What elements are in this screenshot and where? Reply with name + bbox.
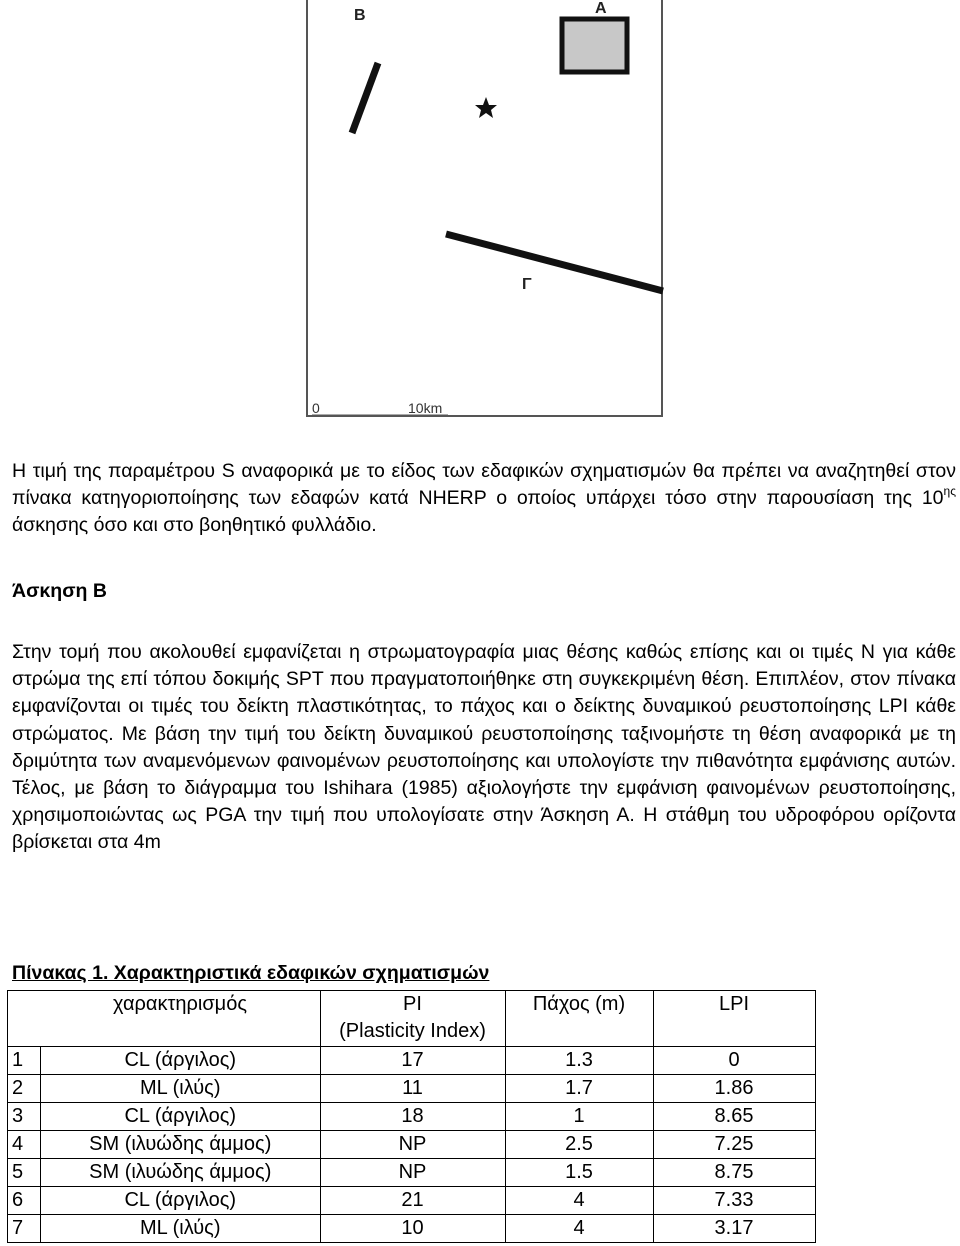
header-characterization: χαρακτηρισμός <box>41 991 321 1047</box>
table-row <box>8 1075 816 1103</box>
table-row <box>8 1187 816 1215</box>
row-lpi: 1.86 <box>653 1075 815 1103</box>
row-number: 7 <box>8 1215 41 1243</box>
table-row <box>8 1131 816 1159</box>
label-b: B <box>354 7 366 24</box>
row-type: CL (άργιλος) <box>41 1187 321 1215</box>
table-row <box>8 1047 816 1075</box>
scale-km: 10km <box>408 400 443 416</box>
exercise-heading: Άσκηση Β <box>12 580 107 602</box>
row-pi: 10 <box>320 1215 505 1243</box>
table-row <box>8 1215 816 1243</box>
scale-zero: 0 <box>312 400 320 416</box>
row-thickness: 2.5 <box>505 1131 653 1159</box>
row-pi: 11 <box>320 1075 505 1103</box>
row-number: 5 <box>8 1159 41 1187</box>
table-row <box>8 1103 816 1131</box>
row-thickness: 4 <box>505 1187 653 1215</box>
row-lpi: 8.65 <box>653 1103 815 1131</box>
row-number: 2 <box>8 1075 41 1103</box>
row-type: SM (ιλυώδης άμμος) <box>41 1131 321 1159</box>
header-pi <box>320 991 505 1047</box>
label-a: A <box>595 0 607 17</box>
row-type: ML (ιλύς) <box>41 1215 321 1243</box>
table-body <box>8 1047 816 1243</box>
row-pi: NP <box>320 1131 505 1159</box>
exercise-paragraph: Στην τομή που ακολουθεί εμφανίζεται η στρωματογραφία μιας θέσης καθώς επίσης και οι τιμές Ν για κάθε στρώμα της επί τόπου δοκιμής SPT που πραγματοποιήθηκε στη συγκεκριμένη θέση. Επιπλέον, στον πίνακα εμφανίζονται οι τιμές του δείκτη πλαστικότητας, το πάχος και ο δείκτης δυναμικού ρευστοποίησης LPI κάθε στρώματος. Με βάση την τιμή του δείκτη δυναμικού ρευστοποίησης ταξινομήστε τη θέση αναφορικά με τη δριμύτητα των αναμενόμενων φαινομένων ρευστοποίησης και υπολογίστε την πιθανότητα εμφάνισης αυτών. Τέλος, με βάση το διάγραμμα του Ishihara (1985) αξιολογήστε την εμφάνιση φαινομένων ρευστοποίησης, χρησιμοποιώντας ως PGA την τιμή που υπολογίσατε στην Άσκηση Α. Η στάθμη του υδροφόρου ορίζοντα βρίσκεται στα 4m <box>12 641 956 854</box>
table-title: Πίνακας 1. Χαρακτηριστικά εδαφικών σχηματισμών <box>12 962 490 984</box>
row-type: SM (ιλυώδης άμμος) <box>41 1159 321 1187</box>
row-thickness: 4 <box>505 1215 653 1243</box>
area-a-rect <box>562 19 627 72</box>
row-lpi: 7.33 <box>653 1187 815 1215</box>
table-row <box>8 1159 816 1187</box>
row-thickness: 1.7 <box>505 1075 653 1103</box>
row-number: 1 <box>8 1047 41 1075</box>
row-lpi: 0 <box>653 1047 815 1075</box>
row-number: 3 <box>8 1103 41 1131</box>
fault-g-line <box>446 234 663 291</box>
row-type: ML (ιλύς) <box>41 1075 321 1103</box>
intro-text: Η τιμή της παραμέτρου S αναφορικά με το είδος των εδαφικών σχηματισμών θα πρέπει να αναζητηθεί στον πίνακα κατηγοριοποίησης των εδαφών κατά NHERP ο οποίος υπάρχει τόσο στην παρουσίαση της 10 <box>12 460 956 510</box>
row-pi: 17 <box>320 1047 505 1075</box>
row-pi: NP <box>320 1159 505 1187</box>
header-pi-label: PI <box>403 993 422 1015</box>
header-empty <box>8 991 41 1047</box>
row-pi: 18 <box>320 1103 505 1131</box>
row-thickness: 1.5 <box>505 1159 653 1187</box>
intro-text-end: άσκησης όσο και στο βοηθητικό φυλλάδιο. <box>12 514 377 537</box>
soil-table <box>7 990 816 1243</box>
label-g: Γ <box>522 276 532 293</box>
row-number: 6 <box>8 1187 41 1215</box>
row-lpi: 8.75 <box>653 1159 815 1187</box>
table-header-row <box>8 991 816 1047</box>
row-pi: 21 <box>320 1187 505 1215</box>
row-lpi: 7.25 <box>653 1131 815 1159</box>
map-drawing <box>308 0 665 417</box>
row-thickness: 1 <box>505 1103 653 1131</box>
row-number: 4 <box>8 1131 41 1159</box>
row-thickness: 1.3 <box>505 1047 653 1075</box>
row-type: CL (άργιλος) <box>41 1103 321 1131</box>
site-map <box>306 0 663 417</box>
row-type: CL (άργιλος) <box>41 1047 321 1075</box>
fault-b-line <box>352 63 378 133</box>
row-lpi: 3.17 <box>653 1215 815 1243</box>
intro-paragraph <box>12 458 956 540</box>
header-thickness: Πάχος (m) <box>505 991 653 1047</box>
header-pi-sub: (Plasticity Index) <box>339 1020 486 1042</box>
star-icon <box>475 97 497 118</box>
intro-superscript: ης <box>943 483 956 498</box>
header-lpi: LPI <box>653 991 815 1047</box>
